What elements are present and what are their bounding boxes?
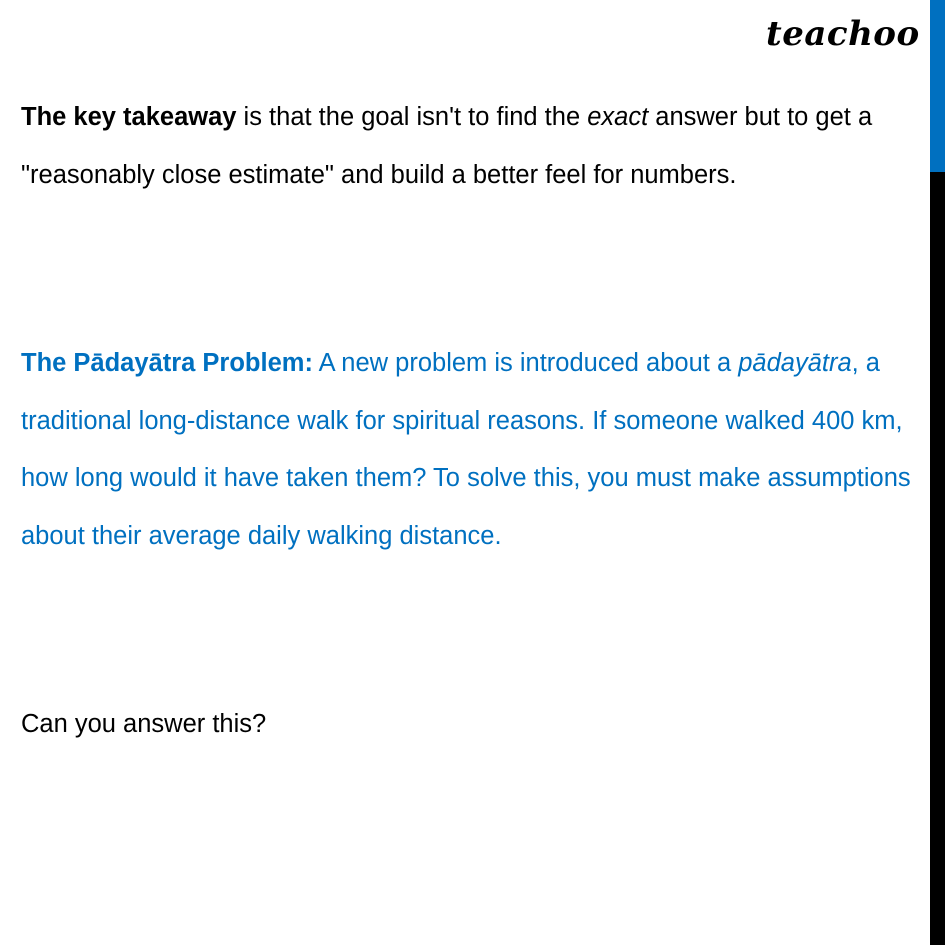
padayatra-paragraph [21, 335, 916, 565]
takeaway-text-after-italic: answer but to get a "reasonably close estimate" and build a better feel for numbers. [21, 103, 873, 189]
right-side-bar [930, 0, 945, 945]
takeaway-paragraph [21, 89, 916, 204]
padayatra-title: The Pādayātra Problem: [21, 349, 313, 377]
takeaway-italic-word: exact [587, 103, 649, 131]
closing-question: Can you answer this? [21, 710, 267, 738]
padayatra-italic-term: pādayātra [738, 349, 852, 377]
padayatra-rest-text: , a traditional long-distance walk for spiritual reasons. If someone walked 400 km, how long would it have taken them? To solve this, you must make assumptions about their average daily walking distance. [21, 349, 911, 550]
teachoo-logo: teachoo [766, 14, 920, 54]
padayatra-intro-text: A new problem is introduced about a [312, 349, 739, 377]
takeaway-bold-lead: The key takeaway [21, 103, 237, 131]
right-side-bar-accent [930, 0, 945, 172]
takeaway-text-before-italic: is that the goal isn't to find the [236, 103, 588, 131]
